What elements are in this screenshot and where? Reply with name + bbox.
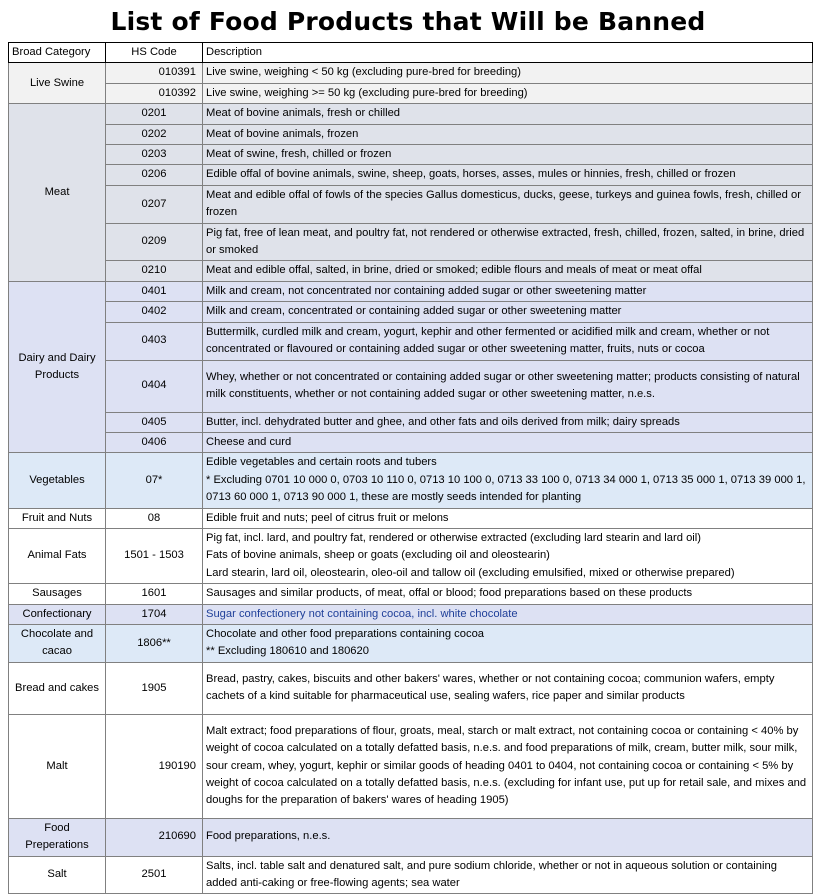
hs-code-cell: 08	[106, 508, 203, 528]
description-line: Cheese and curd	[206, 435, 292, 448]
table-row	[9, 662, 813, 714]
hs-code-cell: 0202	[106, 124, 203, 144]
hs-code-cell: 010392	[106, 83, 203, 103]
category-cell: Meat	[9, 104, 106, 282]
hs-code-cell: 0402	[106, 302, 203, 322]
description-cell	[203, 412, 813, 432]
category-cell: Dairy and Dairy Products	[9, 281, 106, 452]
description-line: * Excluding 0701 10 000 0, 0703 10 110 0, 0713 10 100 0, 0713 33 100 0, 0713 34 000 1, 0713 35 000 1, 0713 39 000 1, 0713 60 000 1, 0713 90 000 1, these are mostly seeds intended for planting	[206, 473, 806, 504]
description-cell	[203, 432, 813, 452]
description-line: Milk and cream, concentrated or containing added sugar or other sweetening matter	[206, 305, 622, 318]
table-row	[9, 165, 813, 185]
hs-code-cell: 1905	[106, 662, 203, 714]
description-line: Edible offal of bovine animals, swine, sheep, goats, horses, asses, mules or hinnies, fresh, chilled or frozen	[206, 168, 736, 181]
description-line: Pig fat, incl. lard, and poultry fat, rendered or otherwise extracted (excluding lard stearin and lard oil)	[206, 531, 701, 544]
description-cell	[203, 185, 813, 223]
hs-code-cell: 010391	[106, 63, 203, 83]
hs-code-cell: 0209	[106, 223, 203, 261]
description-cell	[203, 453, 813, 508]
description-line: Fats of bovine animals, sheep or goats (excluding oil and oleostearin)	[206, 549, 550, 562]
description-line: Chocolate and other food preparations containing cocoa	[206, 627, 485, 640]
description-line: Bread, pastry, cakes, biscuits and other bakers' wares, whether or not containing cocoa; communion wafers, empty cachets of a kind suitable for pharmaceutical use, sealing wafers, rice paper and similar products	[206, 672, 775, 703]
description-line: Butter, incl. dehydrated butter and ghee, and other fats and oils derived from milk; dairy spreads	[206, 415, 680, 428]
category-cell: Sausages	[9, 584, 106, 604]
page-title: List of Food Products that Will be Banned	[110, 7, 706, 36]
table-row	[9, 412, 813, 432]
description-cell	[203, 584, 813, 604]
hs-code-cell: 0203	[106, 145, 203, 165]
table-row	[9, 584, 813, 604]
table-row	[9, 508, 813, 528]
table-row	[9, 281, 813, 301]
description-line: Lard stearin, lard oil, oleostearin, oleo-oil and tallow oil (excluding emulsified, mixed or otherwise prepared)	[206, 566, 735, 579]
table-row	[9, 185, 813, 223]
category-cell: Live Swine	[9, 63, 106, 104]
hs-code-cell: 1601	[106, 584, 203, 604]
description-cell	[203, 104, 813, 124]
table-body	[9, 63, 813, 894]
description-cell	[203, 145, 813, 165]
description-line: Sugar confectionery not containing cocoa, incl. white chocolate	[206, 607, 518, 620]
hs-code-cell: 1806**	[106, 624, 203, 662]
description-cell	[203, 302, 813, 322]
description-cell	[203, 83, 813, 103]
hs-code-cell: 1704	[106, 604, 203, 624]
table-header-row	[9, 43, 813, 63]
description-cell	[203, 604, 813, 624]
hs-code-cell: 0201	[106, 104, 203, 124]
table-row	[9, 360, 813, 412]
description-line: Live swine, weighing < 50 kg (excluding pure-bred for breeding)	[206, 66, 521, 79]
description-cell	[203, 508, 813, 528]
table-row	[9, 261, 813, 281]
category-cell: Animal Fats	[9, 528, 106, 583]
description-cell	[203, 63, 813, 83]
table-row	[9, 302, 813, 322]
category-cell: Fruit and Nuts	[9, 508, 106, 528]
table-row	[9, 145, 813, 165]
hs-code-cell: 190190	[106, 714, 203, 818]
description-line: Whey, whether or not concentrated or containing added sugar or other sweetening matter; products consisting of natural milk constituents, whether or not containing added sugar or other sweetening matter, n.e.s.	[206, 370, 800, 400]
description-line: Meat of swine, fresh, chilled or frozen	[206, 148, 392, 161]
table-row	[9, 322, 813, 360]
header-broad-category: Broad Category	[9, 43, 106, 63]
hs-code-cell: 0206	[106, 165, 203, 185]
hs-code-cell: 0401	[106, 281, 203, 301]
description-line: Sausages and similar products, of meat, offal or blood; food preparations based on these products	[206, 587, 693, 600]
description-line: ** Excluding 180610 and 180620	[206, 645, 369, 658]
description-line: Meat and edible offal, salted, in brine, dried or smoked; edible flours and meals of meat or meat offal	[206, 264, 702, 277]
table-row	[9, 124, 813, 144]
description-line: Meat of bovine animals, fresh or chilled	[206, 107, 401, 120]
category-cell: Confectionary	[9, 604, 106, 624]
table-row	[9, 624, 813, 662]
table-row	[9, 83, 813, 103]
hs-code-cell: 2501	[106, 856, 203, 894]
table-row	[9, 104, 813, 124]
description-line: Buttermilk, curdled milk and cream, yogurt, kephir and other fermented or acidified milk and cream, whether or not concentrated or flavoured or containing added sugar or other sweetening matter, fruits, nuts or cocoa	[206, 325, 770, 356]
description-cell	[203, 261, 813, 281]
description-line: Milk and cream, not concentrated nor containing added sugar or other sweetening matter	[206, 284, 647, 297]
table-row	[9, 63, 813, 83]
table-row	[9, 856, 813, 894]
description-line: Salts, incl. table salt and denatured salt, and pure sodium chloride, whether or not in aqueous solution or containing added anti-caking or free-flowing agents; sea water	[206, 859, 777, 889]
description-line: Edible fruit and nuts; peel of citrus fruit or melons	[206, 511, 449, 524]
description-cell	[203, 714, 813, 818]
description-cell	[203, 360, 813, 412]
category-cell: Vegetables	[9, 453, 106, 508]
category-cell: Malt	[9, 714, 106, 818]
description-line: Live swine, weighing >= 50 kg (excluding pure-bred for breeding)	[206, 86, 528, 99]
header-hs-code: HS Code	[106, 43, 203, 63]
table-row	[9, 528, 813, 583]
description-line: Food preparations, n.e.s.	[206, 830, 331, 843]
hs-code-cell: 07*	[106, 453, 203, 508]
hs-code-cell: 0404	[106, 360, 203, 412]
hs-code-cell: 0405	[106, 412, 203, 432]
description-cell	[203, 624, 813, 662]
description-line: Pig fat, free of lean meat, and poultry fat, not rendered or otherwise extracted, fresh, chilled, frozen, salted, in brine, dried or smoked	[206, 226, 805, 257]
table-row	[9, 453, 813, 508]
description-line: Malt extract; food preparations of flour, groats, meal, starch or malt extract, not containing cocoa or containing < 40% by weight of cocoa calculated on a totally defatted basis, n.e.s. and food preparations of milk, cream, butter milk, sour milk, sour cream, whey, yogurt, kephir or similar goods of heading 0401 to 0404, not containing cocoa or containing < 5% by weight of cocoa calculated on a totally defatted basis, n.e.s. (excluding for infant use, put up for retail sale, and mixes and doughs for the preparation of bakers' wares of heading 1905)	[206, 724, 807, 807]
hs-code-cell: 0403	[106, 322, 203, 360]
category-cell: Chocolate and cacao	[9, 624, 106, 662]
hs-code-cell: 210690	[106, 818, 203, 856]
table-row	[9, 818, 813, 856]
description-line: Meat of bovine animals, frozen	[206, 127, 359, 140]
description-cell	[203, 124, 813, 144]
table-row	[9, 604, 813, 624]
description-cell	[203, 322, 813, 360]
category-cell: Salt	[9, 856, 106, 894]
hs-code-cell: 0406	[106, 432, 203, 452]
description-cell	[203, 856, 813, 894]
description-cell	[203, 528, 813, 583]
description-cell	[203, 818, 813, 856]
banned-products-table	[8, 42, 813, 894]
description-line: Meat and edible offal of fowls of the species Gallus domesticus, ducks, geese, turkeys and guinea fowls, fresh, chilled or frozen	[206, 188, 801, 219]
hs-code-cell: 1501 - 1503	[106, 528, 203, 583]
hs-code-cell: 0210	[106, 261, 203, 281]
table-row	[9, 714, 813, 818]
description-cell	[203, 662, 813, 714]
category-cell: Bread and cakes	[9, 662, 106, 714]
table-row	[9, 223, 813, 261]
description-cell	[203, 223, 813, 261]
description-line: Edible vegetables and certain roots and tubers	[206, 456, 437, 469]
category-cell: Food Preperations	[9, 818, 106, 856]
description-cell	[203, 165, 813, 185]
hs-code-cell: 0207	[106, 185, 203, 223]
table-row	[9, 432, 813, 452]
description-cell	[203, 281, 813, 301]
header-description: Description	[203, 43, 813, 63]
